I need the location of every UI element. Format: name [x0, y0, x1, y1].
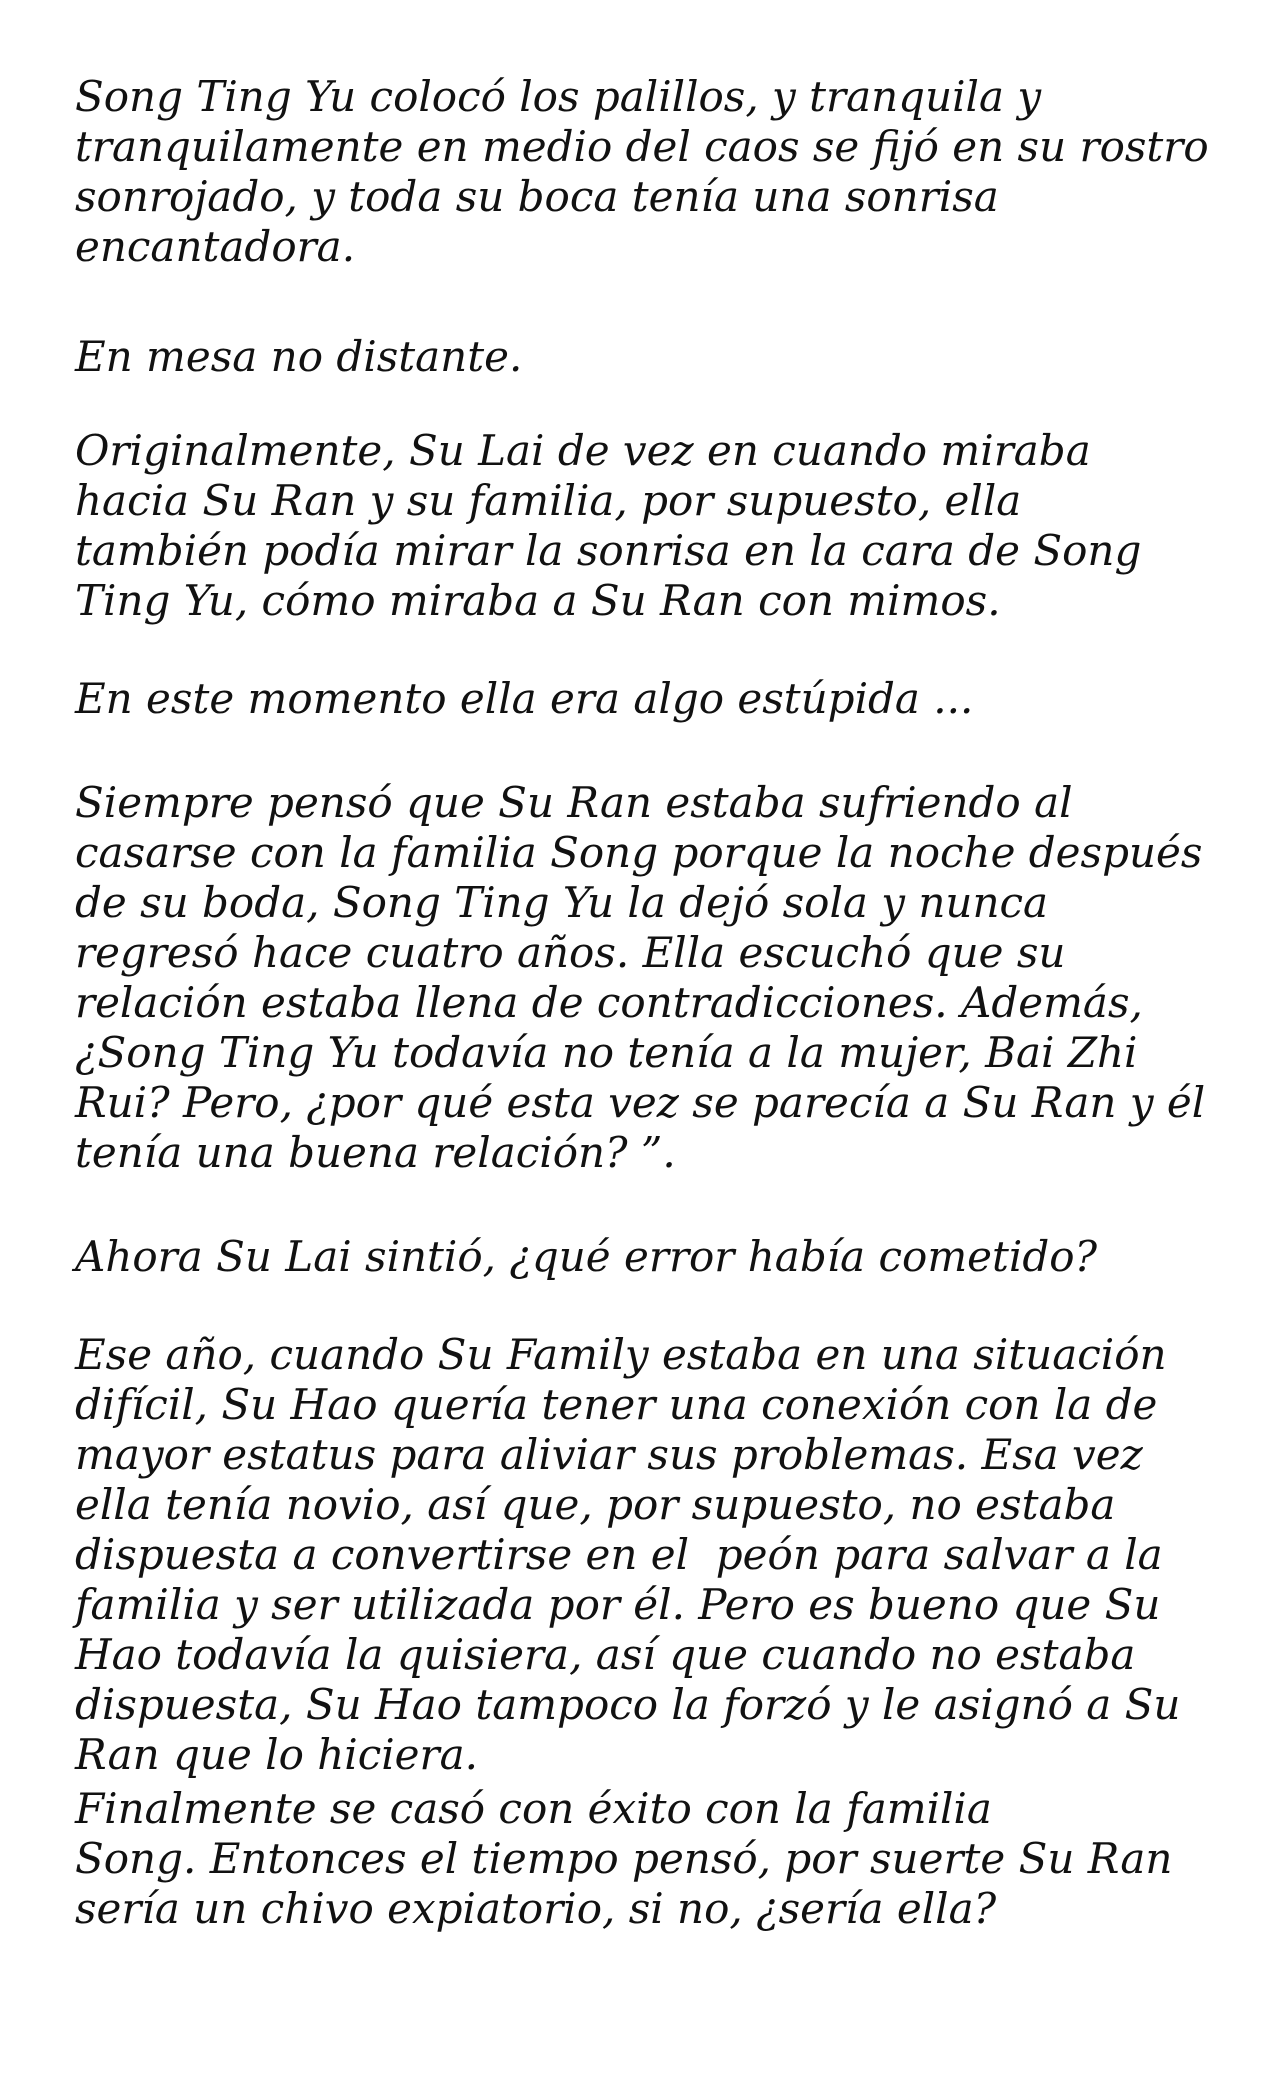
paragraph-5: Siempre pensó que Su Ran estaba sufriendo al casarse con la familia Song porque la noche después de su boda, Song Ting Yu la dejó sola y nunca regresó hace cuatro años. Ella escuchó que su relación estaba llena de contradicciones. Además, ¿Song Ting Yu todavía no tenía a la mujer, Bai Zhi Rui? Pero, ¿por qué esta vez se parecía a Su Ran y él tenía una buena relación? ”.	[75, 778, 1206, 1177]
paragraph-3: Originalmente, Su Lai de vez en cuando miraba hacia Su Ran y su familia, por supuesto, ella también podía mirar la sonrisa en la cara de Song Ting Yu, cómo miraba a Su Ran con mimos.	[75, 426, 1142, 625]
paragraph-4: En este momento ella era algo estúpida ...	[75, 674, 974, 723]
paragraph-8: Finalmente se casó con éxito con la familia Song. Entonces el tiempo pensó, por suerte Su Ran sería un chivo expiatorio, si no, ¿sería ella?	[75, 1784, 1173, 1933]
paragraph-6: Ahora Su Lai sintió, ¿qué error había cometido?	[75, 1232, 1098, 1281]
paragraph-1: Song Ting Yu colocó los palillos, y tranquila y tranquilamente en medio del caos se fijó en su rostro sonrojado, y toda su boca tenía una sonrisa encantadora.	[75, 72, 1209, 271]
paragraph-2: En mesa no distante.	[75, 332, 523, 381]
paragraph-7: Ese año, cuando Su Family estaba en una situación difícil, Su Hao quería tener una conexión con la de mayor estatus para aliviar sus problemas. Esa vez ella tenía novio, así que, por supuesto, no estaba dispuesta a convertirse en el peón para salvar a la familia y ser utilizada por él. Pero es bueno que Su Hao todavía la quisiera, así que cuando no estaba dispuesta, Su Hao tampoco la forzó y le asignó a Su Ran que lo hiciera.	[75, 1330, 1181, 1779]
